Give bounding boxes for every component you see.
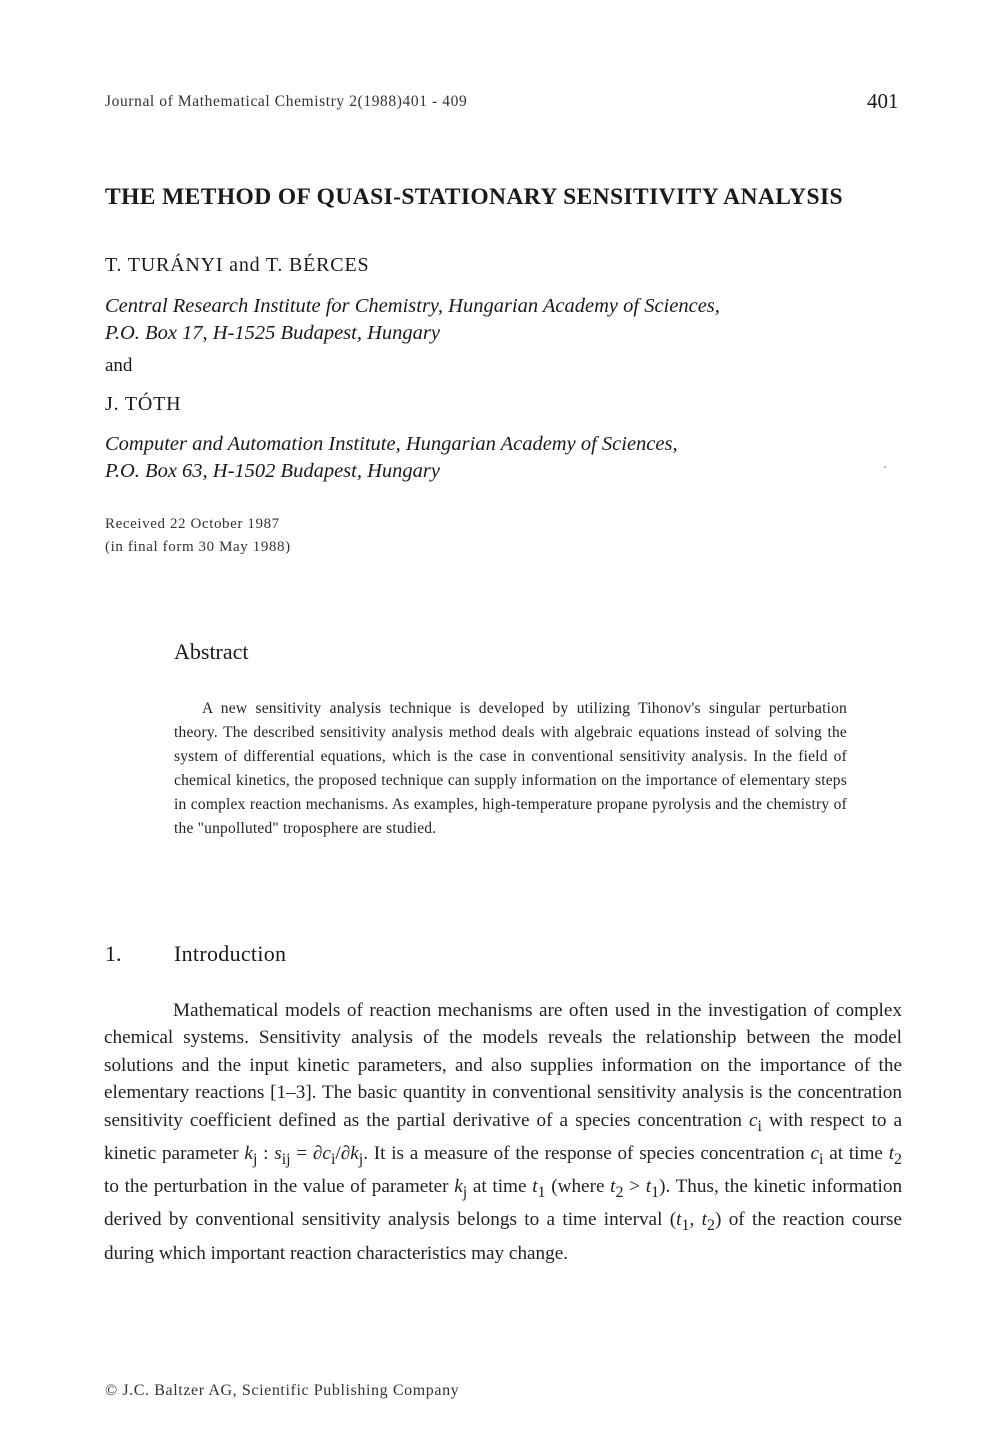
final-form-date: (in final form 30 May 1988) [105,539,291,555]
authors-primary: T. TURÁNYI and T. BÉRCES [105,254,370,276]
scan-speck [884,466,886,468]
introduction-paragraph: Mathematical models of reaction mechanisms are often used in the investigation of complex chemical systems. Sensitivity analysis of the models reveals the relationship between the model solutions and the input kinetic parameters, and also supplies information on the importance of the elementary reactions [1–3]. The basic quantity in conventional sensitivity analysis is the concentration sensitivity coefficient defined as the partial derivative of a species concentration $c_i$ with respect to a kinetic parameter $k_j$ : $s_{ij} = \partial c_i/\partial k_j$. It is a measure of the response of species concentration $c_i$ at time $t_2$ to the perturbation in the value of parameter $k_j$ at time $t_1$ (where $t_2 > t_1$). Thus, the kinetic information derived by conventional sensitivity analysis belongs to a time interval ($t_1$, $t_2$) of the reaction course during which important reaction characteristics may change. [104,1000,903,1264]
abstract-heading: Abstract [174,639,249,664]
running-head: Journal of Mathematical Chemistry 2(1988)401 - 409 [105,93,468,110]
author-conjunction: and [105,355,133,376]
section-number: 1. [105,941,122,966]
affiliation-primary-line2: P.O. Box 17, H-1525 Budapest, Hungary [105,322,440,344]
affiliation-primary-line1: Central Research Institute for Chemistry, Hungarian Academy of Sciences, [105,295,720,317]
affiliation-secondary-line2: P.O. Box 63, H-1502 Budapest, Hungary [105,460,440,482]
affiliation-secondary-line1: Computer and Automation Institute, Hungarian Academy of Sciences, [105,433,678,455]
copyright-footer: © J.C. Baltzer AG, Scientific Publishing Company [105,1382,460,1399]
affiliation-primary [105,293,720,347]
affiliation-secondary [105,431,678,485]
received-dates [105,513,291,559]
abstract-body: A new sensitivity analysis technique is developed by utilizing Tihonov's singular perturbation theory. The described sensitivity analysis method deals with algebraic equations instead of solving the system of differential equations, which is the case in conventional sensitivity analysis. In the field of chemical kinetics, the proposed technique can supply information on the importance of elementary steps in complex reaction mechanisms. As examples, high-temperature propane pyrolysis and the chemistry of the "unpolluted" troposphere are studied. [174,700,847,837]
received-date: Received 22 October 1987 [105,516,280,532]
paper-title: THE METHOD OF QUASI-STATIONARY SENSITIVITY ANALYSIS [105,184,844,210]
authors-secondary: J. TÓTH [105,393,182,415]
page-number: 401 [867,89,899,113]
section-title: Introduction [174,941,287,966]
